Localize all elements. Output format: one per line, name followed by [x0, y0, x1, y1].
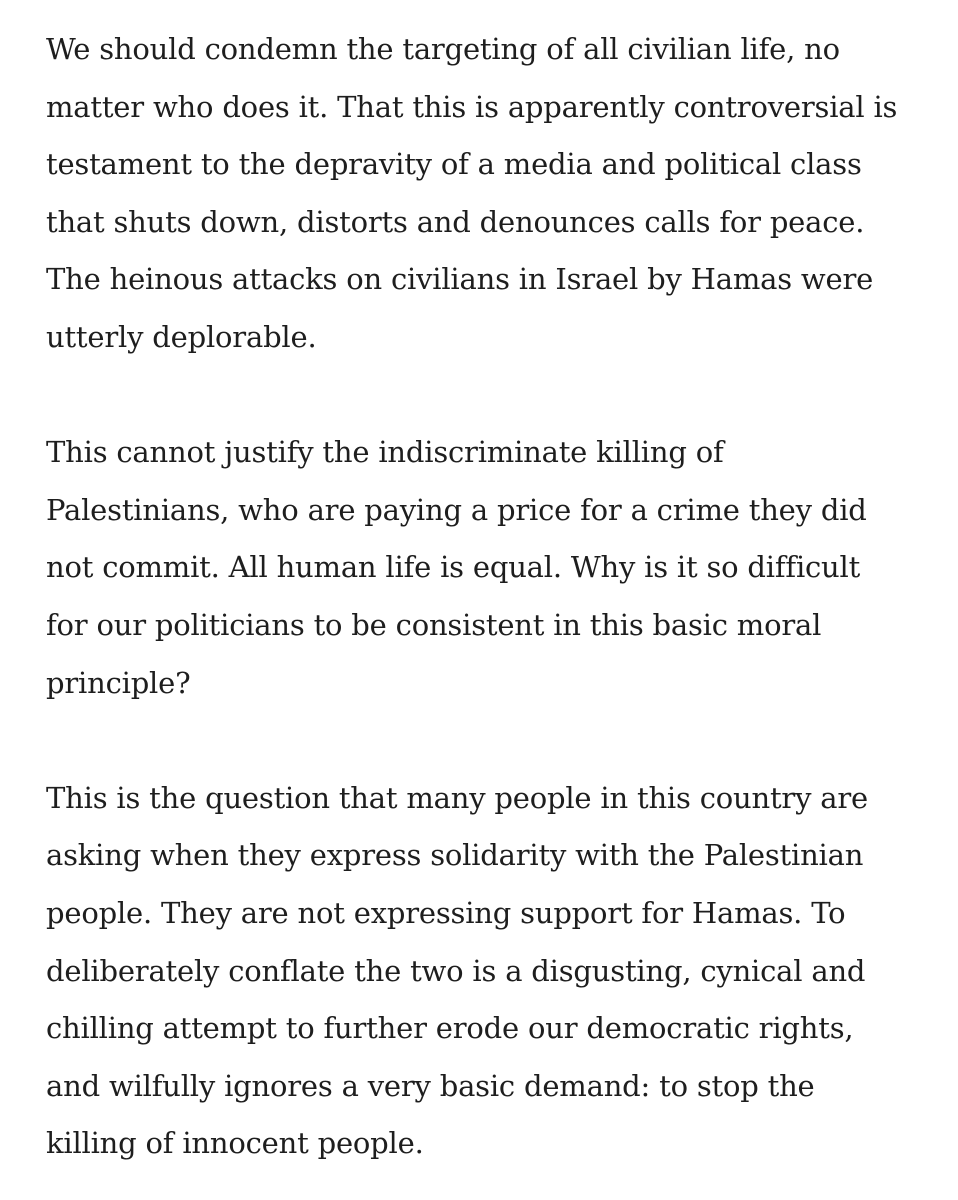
paragraph-line: people. They are not expressing support for Hamas. To [46, 895, 846, 930]
paragraph-line: asking when they express solidarity with the Palestinian [46, 838, 864, 873]
paragraph-3 [46, 770, 926, 1173]
paragraph-line: Palestinians, who are paying a price for a crime they did [46, 492, 867, 527]
paragraph-line: chilling attempt to further erode our democratic rights, [46, 1011, 854, 1046]
paragraph-line: killing of innocent people. [46, 1126, 424, 1161]
paragraph-line: This is the question that many people in this country are [46, 780, 868, 815]
paragraph-2 [46, 424, 926, 712]
paragraph-line: This cannot justify the indiscriminate killing of [46, 435, 724, 470]
paragraph-line: The heinous attacks on civilians in Israel by Hamas were [46, 262, 874, 297]
paragraph-1 [46, 21, 926, 367]
article-body [46, 21, 926, 1173]
paragraph-line: matter who does it. That this is apparently controversial is [46, 89, 898, 124]
paragraph-line: and wilfully ignores a very basic demand: to stop the [46, 1068, 815, 1103]
paragraph-line: testament to the depravity of a media and political class [46, 147, 862, 182]
paragraph-line: principle? [46, 665, 191, 700]
paragraph-line: that shuts down, distorts and denounces calls for peace. [46, 204, 865, 239]
paragraph-line: deliberately conflate the two is a disgusting, cynical and [46, 953, 866, 988]
paragraph-line: We should condemn the targeting of all civilian life, no [46, 32, 840, 66]
paragraph-line: not commit. All human life is equal. Why is it so difficult [46, 550, 861, 585]
paragraph-line: utterly deplorable. [46, 319, 317, 354]
paragraph-line: for our politicians to be consistent in this basic moral [46, 607, 822, 642]
